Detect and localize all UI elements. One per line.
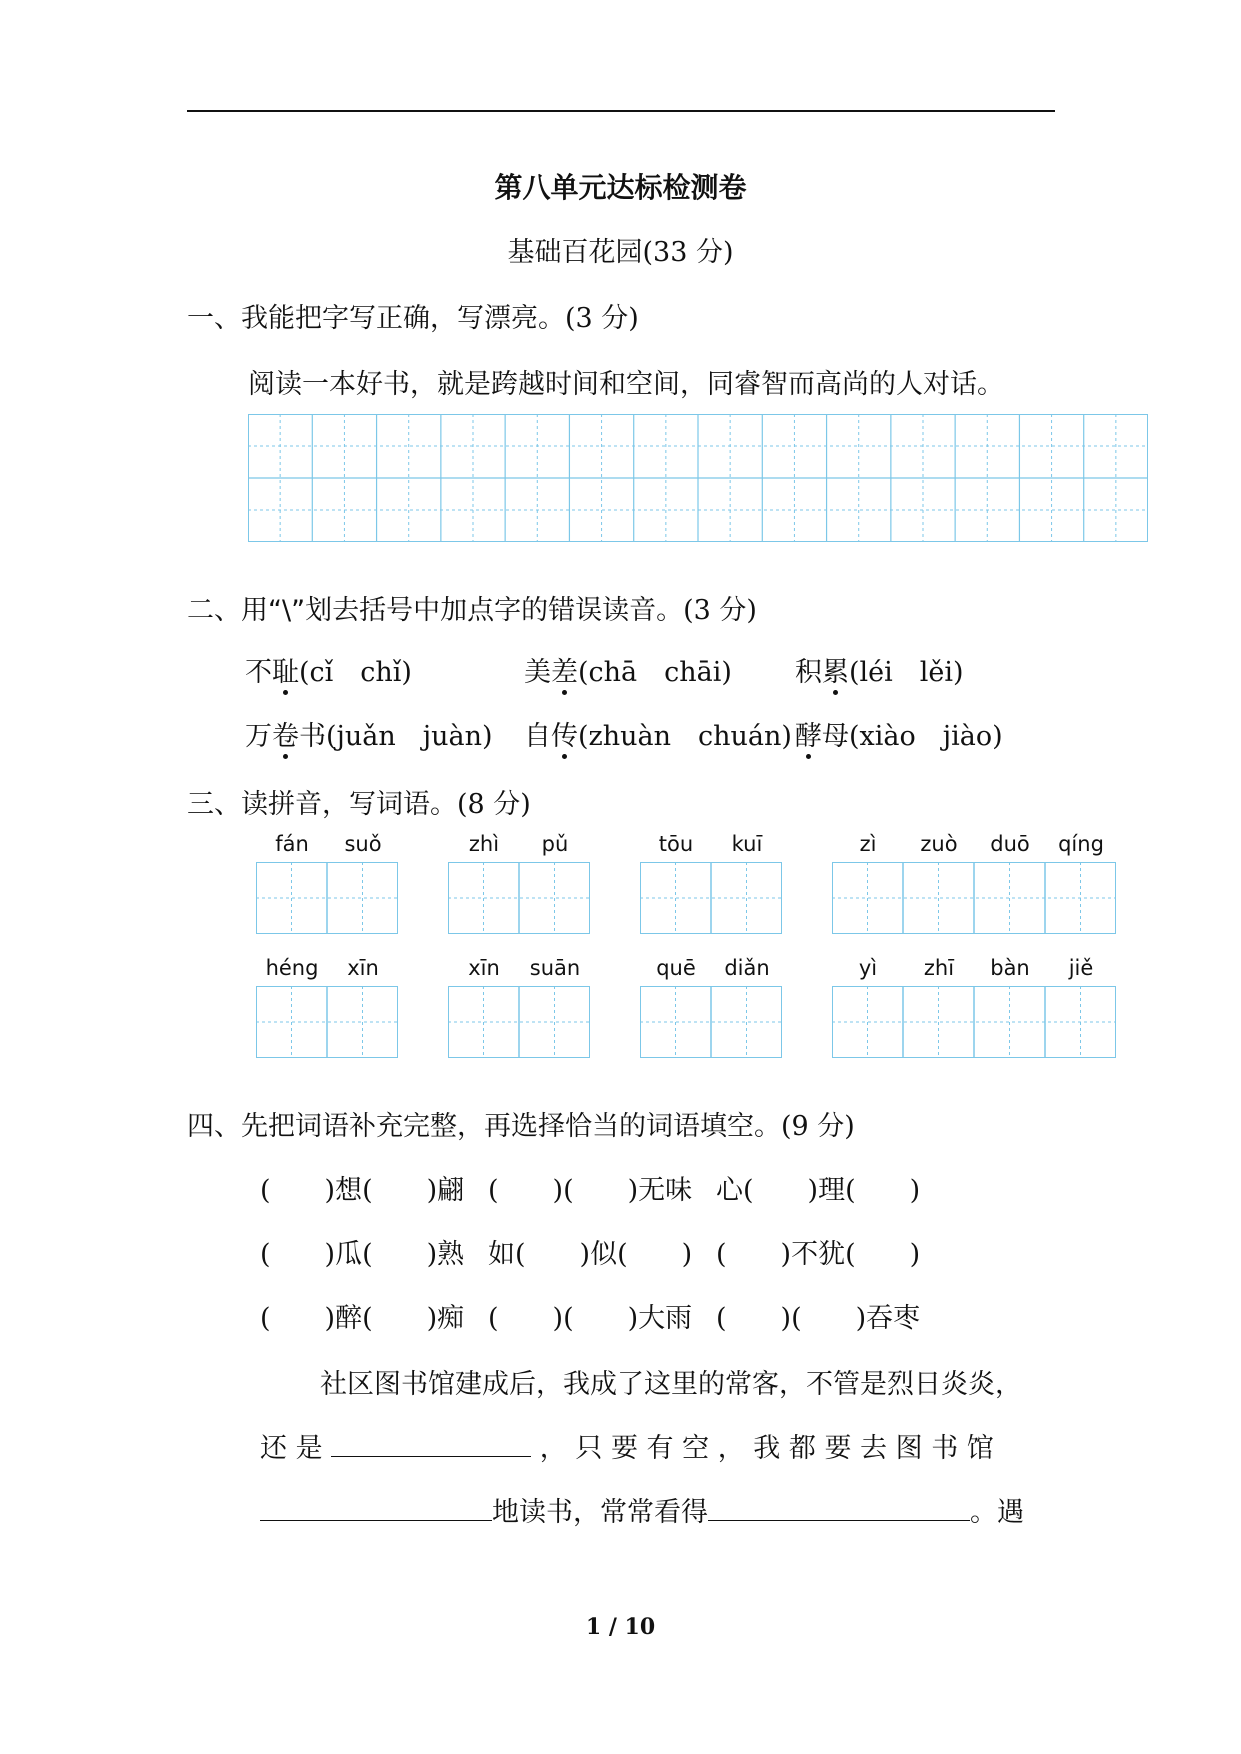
q1-sentence: 阅读一本好书，就是跨越时间和空间，同睿智而高尚的人对话。 xyxy=(248,369,1004,400)
answer-box[interactable] xyxy=(832,986,1116,1058)
q4-row2-item3[interactable]: ( )不犹( ) xyxy=(716,1239,921,1270)
pinyin-label: kuī xyxy=(731,832,763,856)
answer-box[interactable] xyxy=(832,862,1116,934)
blank-1[interactable] xyxy=(331,1430,531,1457)
pinyin-label: duō xyxy=(990,832,1030,856)
blank-2[interactable] xyxy=(260,1494,492,1521)
q4-passage-line3: 地读书，常常看得 。遇 xyxy=(260,1490,1024,1529)
section-title: 基础百花园(33 分) xyxy=(507,237,734,268)
q3-heading: 三、读拼音，写词语。(8 分) xyxy=(187,789,531,820)
pinyin-label: pǔ xyxy=(541,832,569,856)
q4-passage-line2: 还 是 ， 只 要 有 空 ， 我 都 要 去 图 书 馆 xyxy=(260,1426,994,1465)
answer-box[interactable] xyxy=(256,986,398,1058)
pinyin-label: zhì xyxy=(468,832,500,856)
pinyin-label: zhī xyxy=(923,956,955,980)
answer-box[interactable] xyxy=(640,862,782,934)
pinyin-label: quē xyxy=(656,956,696,980)
pinyin-label: yì xyxy=(858,956,878,980)
q2-item-3: 积累(léi lěi) xyxy=(795,650,964,689)
pinyin-label: xīn xyxy=(347,956,379,980)
q2-heading: 二、用“\”划去括号中加点字的错误读音。(3 分) xyxy=(187,595,757,626)
pinyin-label: suān xyxy=(529,956,581,980)
q4-heading: 四、先把词语补充完整，再选择恰当的词语填空。(9 分) xyxy=(187,1111,855,1142)
answer-box[interactable] xyxy=(448,986,590,1058)
q4-row2-item2[interactable]: 如( )似( ) xyxy=(488,1239,693,1270)
q2-item-1: 不耻(cǐ chǐ) xyxy=(245,650,412,689)
pinyin-label: diǎn xyxy=(724,956,770,980)
q4-row2-item1[interactable]: ( )瓜( )熟 xyxy=(260,1239,465,1270)
q4-passage-line1: 社区图书馆建成后，我成了这里的常客，不管是烈日炎炎， xyxy=(320,1369,1022,1400)
q2-item-6: 酵母(xiào jiào) xyxy=(795,714,1003,753)
top-rule xyxy=(187,110,1055,112)
q4-row3-item3[interactable]: ( )( )吞枣 xyxy=(716,1303,921,1334)
page-number: 1 / 10 xyxy=(585,1614,656,1640)
pinyin-label: xīn xyxy=(468,956,500,980)
pinyin-label: fán xyxy=(275,832,309,856)
pinyin-label: zì xyxy=(859,832,877,856)
pinyin-label: tōu xyxy=(658,832,694,856)
q2-item-5: 自传(zhuàn chuán) xyxy=(524,714,792,753)
pinyin-label: zuò xyxy=(920,832,958,856)
pinyin-label: jiě xyxy=(1068,956,1094,980)
pinyin-label: suǒ xyxy=(344,832,382,856)
pinyin-label: qíng xyxy=(1058,832,1104,856)
blank-3[interactable] xyxy=(708,1494,970,1521)
q4-row3-item2[interactable]: ( )( )大雨 xyxy=(488,1303,693,1334)
page-title: 第八单元达标检测卷 xyxy=(494,171,747,204)
pinyin-label: héng xyxy=(265,956,319,980)
q2-item-2: 美差(chā chāi) xyxy=(524,650,732,689)
answer-box[interactable] xyxy=(640,986,782,1058)
q2-item-4: 万卷书(juǎn juàn) xyxy=(245,714,493,753)
grid-lines xyxy=(248,414,1148,542)
q4-row1-item2[interactable]: ( )( )无味 xyxy=(488,1175,693,1206)
answer-box[interactable] xyxy=(256,862,398,934)
pinyin-label: bàn xyxy=(990,956,1030,980)
q4-row1-item3[interactable]: 心( )理( ) xyxy=(716,1175,921,1206)
q4-row1-item1[interactable]: ( )想( )翩 xyxy=(260,1175,465,1206)
q4-row3-item1[interactable]: ( )醉( )痴 xyxy=(260,1303,465,1334)
answer-box[interactable] xyxy=(448,862,590,934)
q1-heading: 一、我能把字写正确，写漂亮。(3 分) xyxy=(187,303,639,334)
q1-writing-grid[interactable] xyxy=(248,414,1148,542)
